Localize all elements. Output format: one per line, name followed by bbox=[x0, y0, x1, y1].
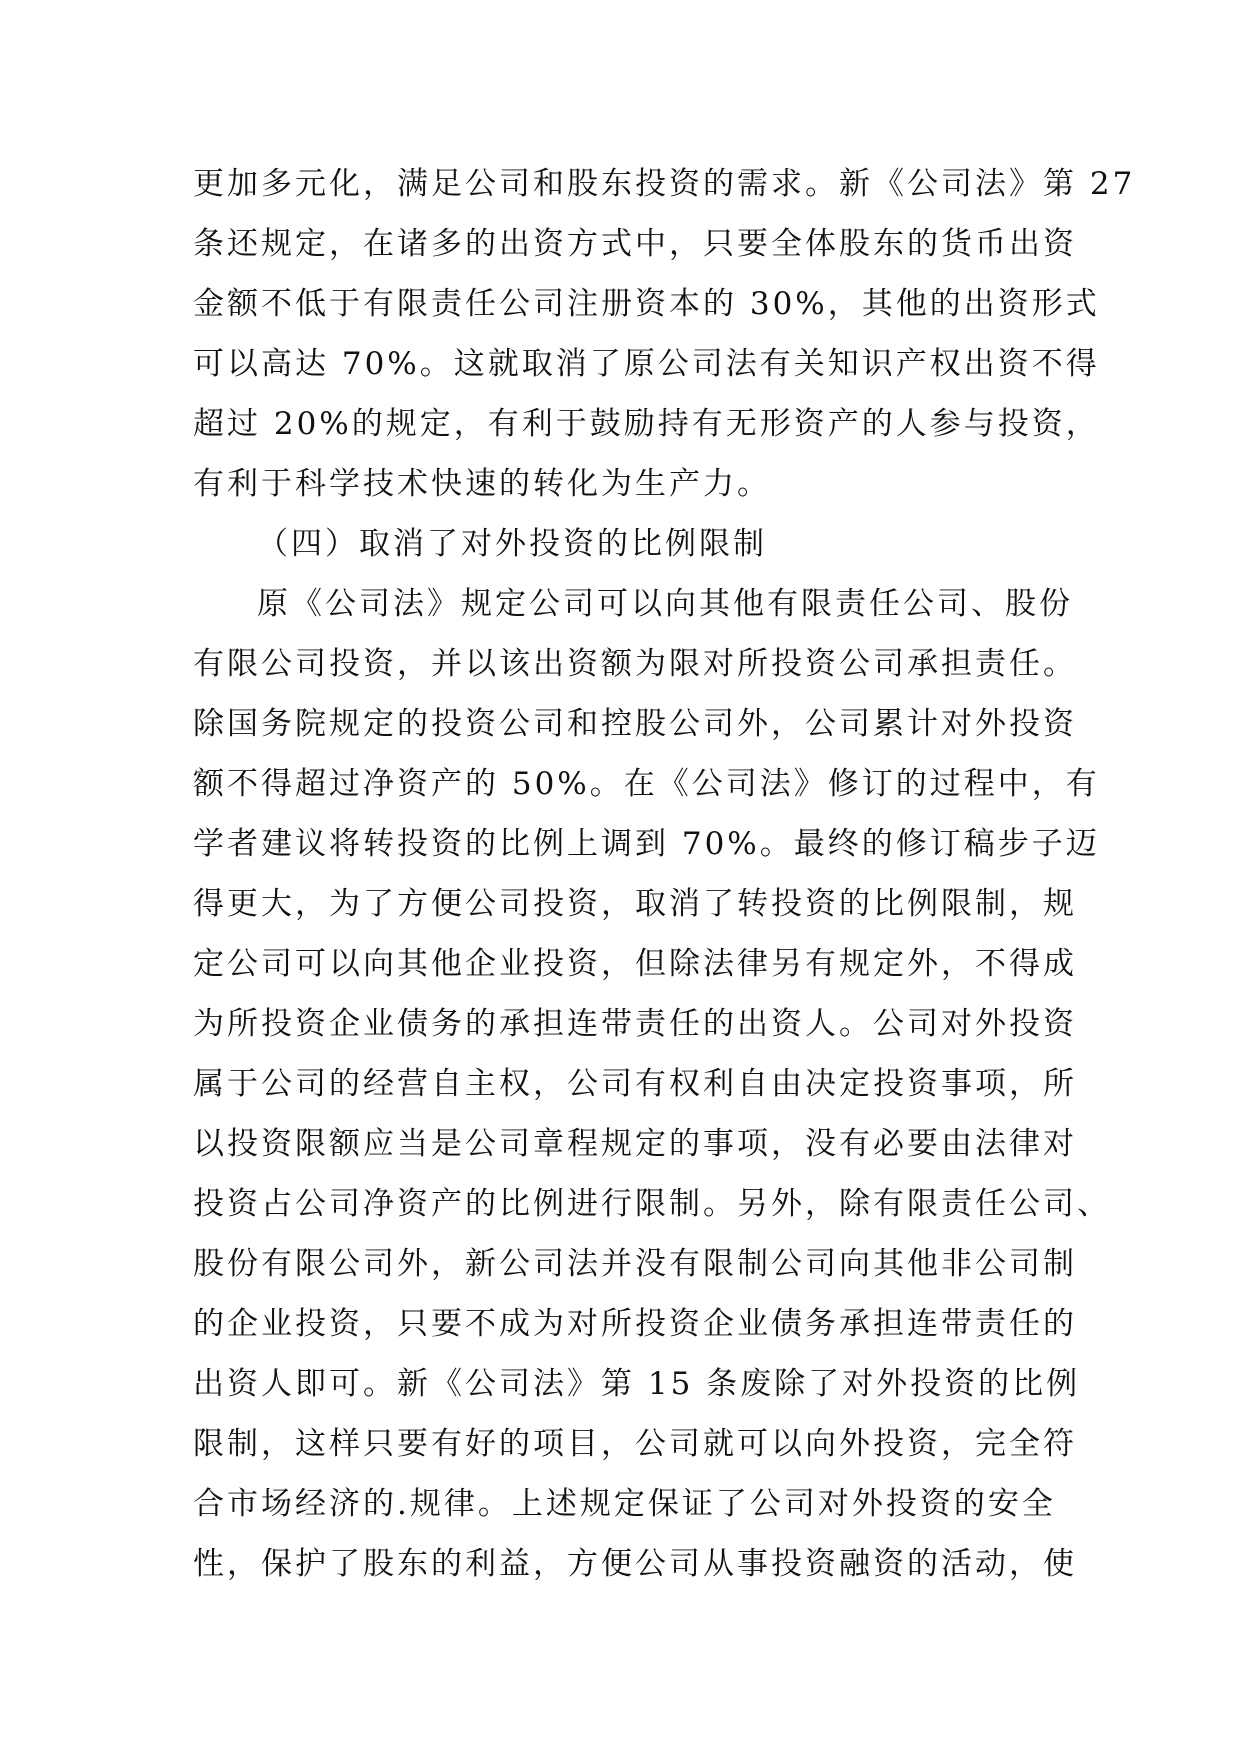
paragraph-line: 可以高达 70%。这就取消了原公司法有关知识产权出资不得 bbox=[193, 346, 1100, 382]
paragraph-line: 出资人即可。新《公司法》第 15 条废除了对外投资的比例 bbox=[193, 1366, 1081, 1402]
paragraph-line: 合市场经济的.规律。上述规定保证了公司对外投资的安全 bbox=[193, 1486, 1056, 1522]
paragraph-line: 学者建议将转投资的比例上调到 70%。最终的修订稿步子迈 bbox=[193, 826, 1100, 862]
paragraph-line: 条还规定，在诸多的出资方式中，只要全体股东的货币出资 bbox=[193, 226, 1077, 262]
paragraph-line: 额不得超过净资产的 50%。在《公司法》修订的过程中，有 bbox=[193, 766, 1100, 802]
paragraph-line: 的企业投资，只要不成为对所投资企业债务承担连带责任的 bbox=[193, 1306, 1077, 1342]
paragraph-line: 更加多元化，满足公司和股东投资的需求。新《公司法》第 27 bbox=[193, 166, 1136, 202]
paragraph-line: 金额不低于有限责任公司注册资本的 30%，其他的出资形式 bbox=[193, 286, 1100, 322]
paragraph-line: 超过 20%的规定，有利于鼓励持有无形资产的人参与投资， bbox=[193, 406, 1100, 442]
paragraph-line: 投资占公司净资产的比例进行限制。另外，除有限责任公司、 bbox=[193, 1186, 1111, 1222]
paragraph-line: 得更大，为了方便公司投资，取消了转投资的比例限制，规 bbox=[193, 886, 1077, 922]
paragraph-line: 为所投资企业债务的承担连带责任的出资人。公司对外投资 bbox=[193, 1006, 1077, 1042]
paragraph-line: 属于公司的经营自主权，公司有权利自由决定投资事项，所 bbox=[193, 1066, 1077, 1102]
paragraph-line: 有利于科学技术快速的转化为生产力。 bbox=[193, 466, 771, 502]
paragraph-line: 以投资限额应当是公司章程规定的事项，没有必要由法律对 bbox=[193, 1126, 1077, 1162]
paragraph-line: 性，保护了股东的利益，方便公司从事投资融资的活动，使 bbox=[193, 1546, 1077, 1582]
paragraph-line: 股份有限公司外，新公司法并没有限制公司向其他非公司制 bbox=[193, 1246, 1077, 1282]
section-heading: （四）取消了对外投资的比例限制 bbox=[257, 526, 767, 562]
paragraph-line: 原《公司法》规定公司可以向其他有限责任公司、股份 bbox=[257, 586, 1073, 622]
paragraph-line: 定公司可以向其他企业投资，但除法律另有规定外，不得成 bbox=[193, 946, 1077, 982]
paragraph-line: 除国务院规定的投资公司和控股公司外，公司累计对外投资 bbox=[193, 706, 1077, 742]
paragraph-line: 有限公司投资，并以该出资额为限对所投资公司承担责任。 bbox=[193, 646, 1077, 682]
paragraph-line: 限制，这样只要有好的项目，公司就可以向外投资，完全符 bbox=[193, 1426, 1077, 1462]
